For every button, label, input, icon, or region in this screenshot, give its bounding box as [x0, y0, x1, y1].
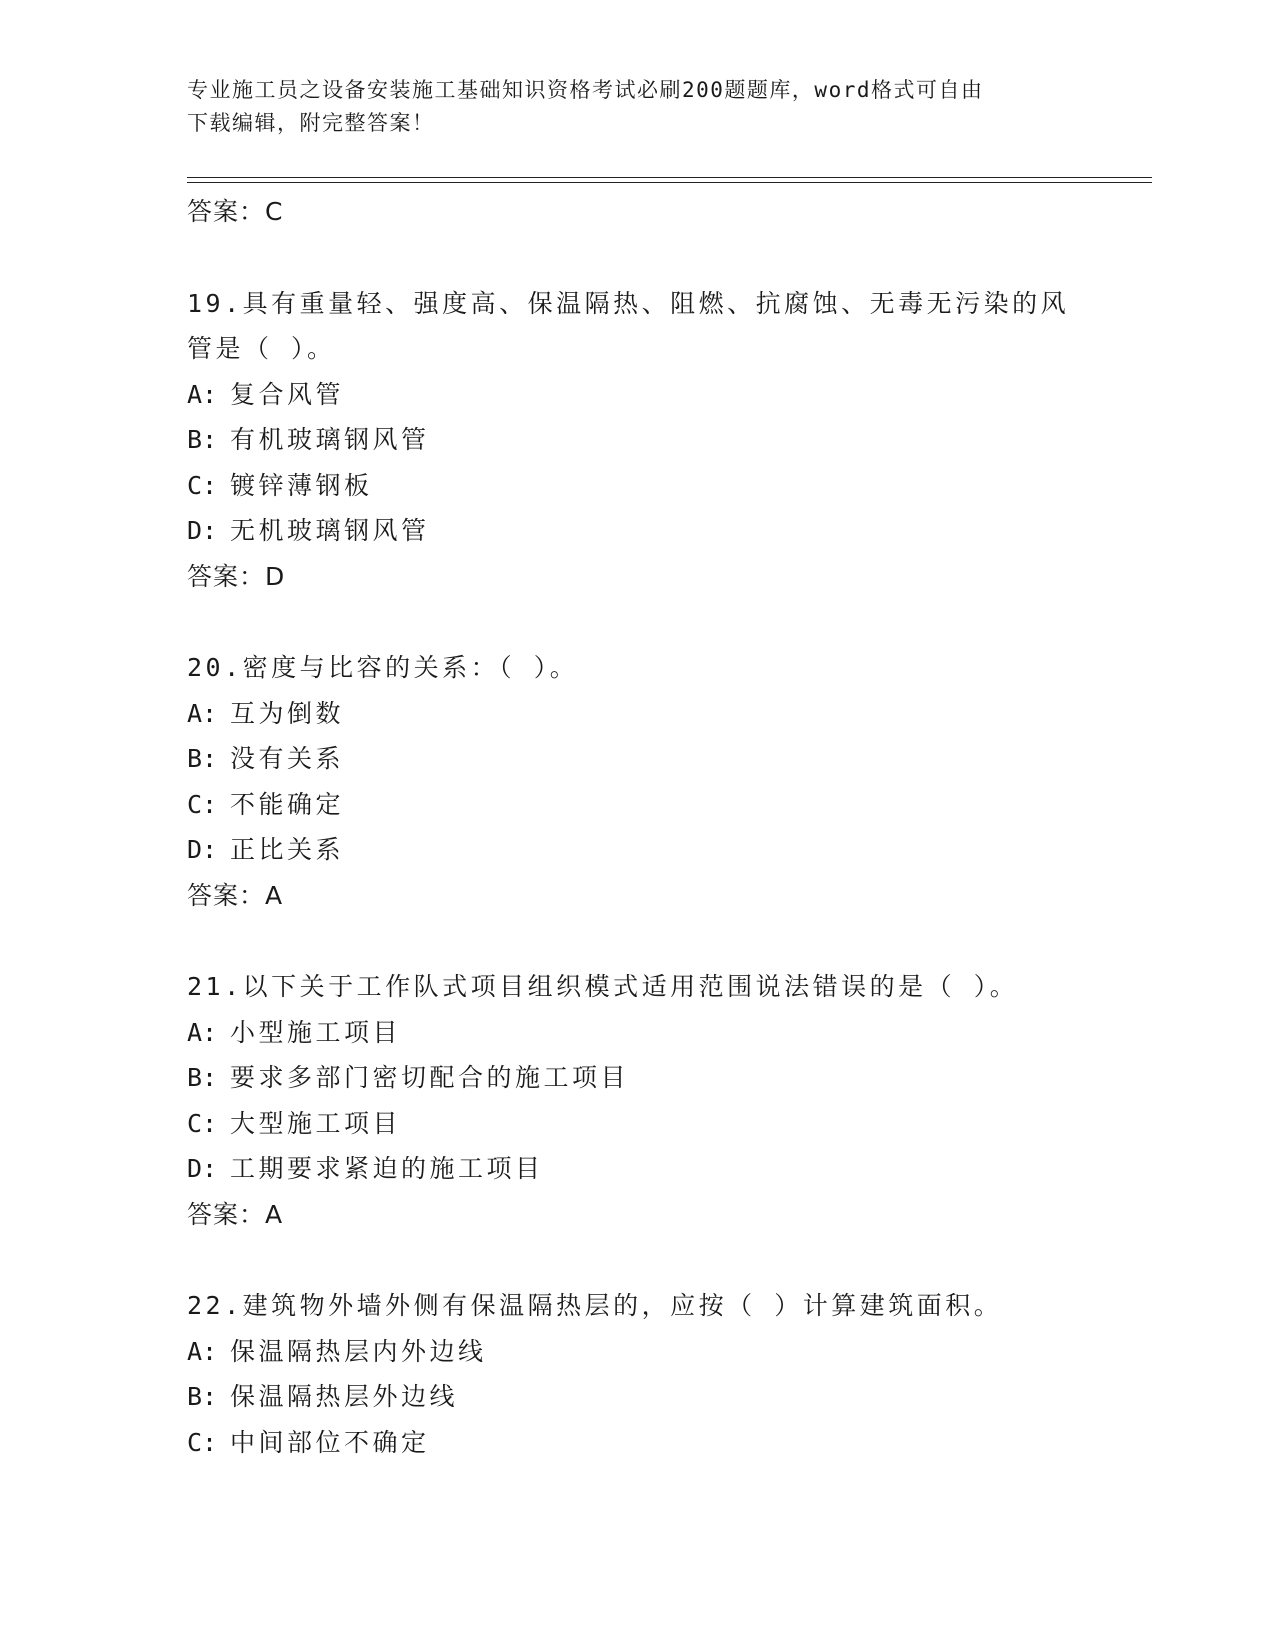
option-b: [187, 417, 1087, 463]
option-letter: B:: [187, 1382, 218, 1411]
option-letter: A:: [187, 698, 218, 728]
question-list: [187, 189, 1087, 1465]
option-b: [187, 736, 1087, 782]
option-text: 没有关系: [230, 744, 345, 773]
spacer: [187, 235, 1087, 281]
document-header: [187, 74, 1067, 140]
question-stem: 22.建筑物外墙外侧有保温隔热层的，应按（ ）计算建筑面积。: [187, 1291, 1003, 1320]
option-letter: B:: [187, 744, 218, 773]
option-letter: A:: [187, 379, 218, 409]
option-letter: C:: [187, 1427, 218, 1457]
answer-line: 答案：A: [187, 880, 284, 910]
option-text: 小型施工项目: [230, 1017, 402, 1047]
option-text: 中间部位不确定: [230, 1427, 430, 1457]
option-letter: D:: [187, 835, 218, 864]
option-text: 有机玻璃钢风管: [230, 425, 430, 454]
option-b: [187, 1374, 1087, 1420]
question-stem: 19.具有重量轻、强度高、保温隔热、阻燃、抗腐蚀、无毒无污染的风: [187, 288, 1070, 318]
option-text: 正比关系: [230, 835, 345, 864]
option-b: [187, 1055, 1087, 1101]
answer-line: 答案：A: [187, 1199, 284, 1229]
question-stem: 21.以下关于工作队式项目组织模式适用范围说法错误的是（ ）。: [187, 972, 1019, 1001]
spacer: [187, 918, 1087, 964]
option-letter: A:: [187, 1017, 218, 1047]
option-text: 保温隔热层内外边线: [230, 1336, 487, 1366]
question-19: [187, 281, 1087, 600]
option-letter: D:: [187, 1154, 218, 1183]
option-text: 要求多部门密切配合的施工项目: [230, 1063, 630, 1092]
option-letter: D:: [187, 516, 218, 545]
spacer: [187, 599, 1087, 645]
question-22: [187, 1283, 1087, 1465]
question-21: [187, 964, 1087, 1237]
answer-line: 答案：D: [187, 561, 286, 591]
option-letter: A:: [187, 1336, 218, 1366]
option-a: [187, 691, 1087, 737]
option-letter: C:: [187, 789, 218, 819]
question-stem-continued: 管是（ ）。: [187, 334, 336, 363]
option-c: [187, 782, 1087, 828]
option-a: [187, 372, 1087, 418]
option-text: 复合风管: [230, 379, 345, 409]
question-20: [187, 645, 1087, 918]
header-divider: [187, 177, 1152, 183]
spacer: [187, 1237, 1087, 1283]
header-line-2: 下载编辑，附完整答案！: [187, 111, 435, 135]
option-text: 无机玻璃钢风管: [230, 516, 430, 545]
option-d: [187, 508, 1087, 554]
option-letter: B:: [187, 425, 218, 454]
question-stem: 20.密度与比容的关系：（ ）。: [187, 653, 579, 682]
option-a: [187, 1329, 1087, 1375]
answer-line: 答案：C: [187, 197, 284, 226]
option-letter: C:: [187, 470, 218, 500]
option-c: [187, 1420, 1087, 1466]
option-a: [187, 1010, 1087, 1056]
option-text: 镀锌薄钢板: [230, 470, 373, 500]
option-text: 互为倒数: [230, 698, 345, 728]
option-d: [187, 1146, 1087, 1192]
option-d: [187, 827, 1087, 873]
option-text: 不能确定: [230, 789, 345, 819]
option-text: 大型施工项目: [230, 1108, 402, 1138]
option-letter: B:: [187, 1063, 218, 1092]
option-text: 工期要求紧迫的施工项目: [230, 1154, 544, 1183]
option-letter: C:: [187, 1108, 218, 1138]
option-c: [187, 1101, 1087, 1147]
option-c: [187, 463, 1087, 509]
header-line-1: 专业施工员之设备安装施工基础知识资格考试必刷200题题库，word格式可自由: [187, 78, 984, 102]
option-text: 保温隔热层外边线: [230, 1382, 459, 1411]
